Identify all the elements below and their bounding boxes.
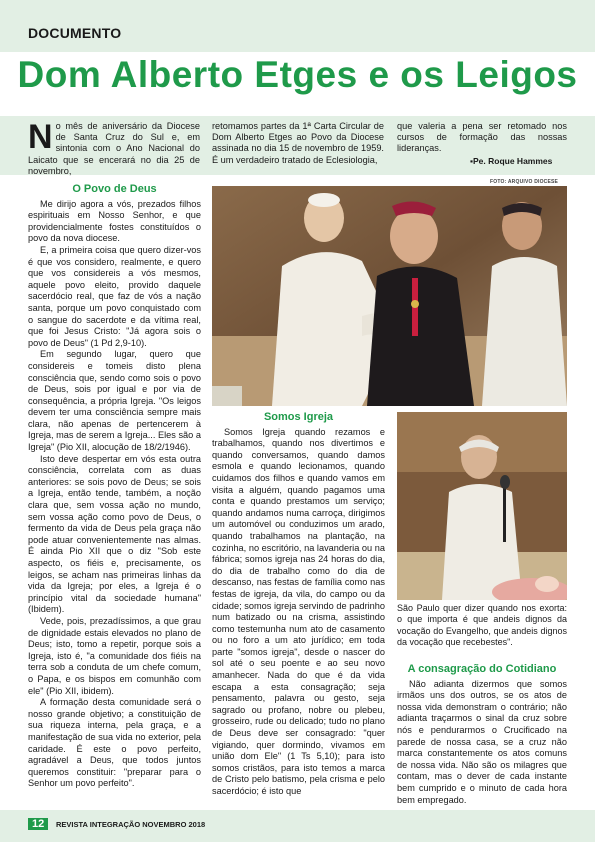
paragraph: Isto deve despertar em vós esta outra consciência, correlata com as duas anteriores: se sois povo de Deus; se sois a Igreja, então tende, também, a noção clara que, sem vossa ação no mundo, sem vossa ação como povo de Deus, o fermento da vida de Deus pela graça não pode atuar convenientemente nas almas. É ainda Pio XII que o diz "Sob este aspecto, os fiéis e, precisamente, os leigos, se acham nas primeiras linhas da vida da Igreja; por eles, a Igreja é o princípio vital da sociedade humana" (Ibidem). — [28, 453, 201, 615]
paragraph: Me dirijo agora a vós, prezados filhos espirituais em Nosso Senhor, e que providencialmente fostes constituídos o povo da nova diocese. — [28, 198, 201, 244]
secondary-photo — [397, 412, 567, 600]
page-number: 12 — [28, 818, 48, 830]
author-signature: ▪Pe. Roque Hammes — [470, 156, 553, 166]
paragraph: Em segundo lugar, quero que considereis e tomeis disto plena consciência que, sendo como sois o povo de Deus, sois por igual e por via de consequência, a própria Igreja. "Os leigos devem ter uma consciência sempre mais clara, não apenas de pertencerem à Igreja, mas de serem a Igreja... Eles são a Igreja" (Pio XII, alocução de 18/2/1946). — [28, 349, 201, 453]
lead-column-3: que valeria a pena ser retomado nos cursos de formação das nossas lideranças. — [397, 121, 567, 154]
subheading-somos-igreja: Somos Igreja — [263, 411, 334, 423]
paragraph: Somos Igreja quando rezamos e trabalhamos, quando nos divertimos e quando conversamos, quando damos esmola e quando lecionamos, quando cuidamos dos filhos e quando vamos em visita a alguém, quando pagamos uma conta e quando prestamos um serviço; quando andamos numa carroça, dirigimos um automóvel ou conduzimos um arado, quando trabalhamos na plantação, na cozinha, no escritório, na lavanderia ou na fábrica; somos igreja nas 24 horas do dia, do dia de trabalho como do dia de descanso, nas festas de família como nas festas de igreja, da vila, do campo ou da cidade; somos igreja servindo de padrinho num batizado ou na crisma, assistindo como testemunha num ato de casamento ou no foro a um ato jurídico; em toda parte "somos igreja", desde o nascer do sol até o seu poente e ao seu novo amanhecer. Nada do que é da vida escapa a esta consagração; seja pensamento, palavra ou gesto, seja sagrado ou profano, nobre ou plebeu, grosseiro, rude ou delicado; tudo no plano de Deus deve ser consagrado: "quer vigiando, quer dormindo, vivamos em união dom Ele" (1 Ts 5,10); para isto somos cristãos, para isto temos a marca de Cristo pelo batismo, pela crisma e pelo sacerdócio; é isto que — [212, 426, 385, 796]
lead-column-2: retomamos partes da 1ª Carta Circular de Dom Alberto Etges ao Povo da Diocese assinada no dia 15 de novembro de 1959. É um verdadeiro tratado de Eclesiologia, — [212, 121, 384, 165]
main-photo — [212, 186, 567, 406]
paragraph: Vede, pois, prezadíssimos, a que grau de dignidade estais elevados no plano de Deus; isto, tomo a repetir, porque sois a Igreja, isto é, "a comunidade dos fiéis na terra sob a conduta de um chefe comum, o Papa, e os bispos em comunhão com ele" (Pio XII, ibidem). — [28, 615, 201, 696]
right-column — [397, 664, 567, 806]
publication-line: REVISTA INTEGRAÇÃO NOVEMBRO 2018 — [56, 820, 206, 829]
lead-column-1 — [28, 118, 200, 177]
section-label: DOCUMENTO — [28, 25, 122, 41]
paragraph: A formação desta comunidade será o nosso grande objetivo; a constituição de sua riqueza interna, pela graça, e a manifestação de sua vida no exterior, pela caridade. É este o povo perfeito, agradável a Deus, que todos juntos queremos constituir: "preparar para o Senhor um povo perfeito". — [28, 697, 201, 789]
page-title: Dom Alberto Etges e os Leigos — [17, 54, 578, 95]
middle-column — [212, 412, 385, 798]
dropcap: N — [28, 118, 53, 156]
subheading-povo-de-deus: O Povo de Deus — [72, 183, 157, 195]
photo-credit: FOTO: ARQUIVO DIOCESE — [490, 179, 559, 185]
photo-bishop-and-pope — [212, 186, 567, 406]
photo-caption: São Paulo quer dizer quando nos exorta: o que importa é que andeis dignos da vocação do Evangelho, que andeis dignos da vocação que recebestes". — [397, 603, 567, 648]
paragraph: E, a primeira coisa que quero dizer-vos é que vos considero, realmente, e quero que vos considereis a vós mesmos, aquele povo eleito, provido daquele sacerdócio real, que faz de vós a nação santa, porque um povo conquistado com o sangue do sacerdote e da vítima real, que foi Jesus Cristo: "Já agora sois o povo de Deus" (1 Pd 2,9-10). — [28, 244, 201, 348]
subheading-consagracao-cotidiano: A consagração do Cotidiano — [407, 663, 557, 675]
photo-bishop-speaking — [397, 412, 567, 600]
paragraph: Não adianta dizermos que somos irmãos uns dos outros, se os atos de nossa vida demonstram o contrário; não adianta traçarmos o sinal da cruz sobre nós e pendurarmos o Crucificado na parede de nossa casa, se a cruz não marca constantemente os atos comuns de nossa vida. Não são os milagres que contam, mas o dever de cada instante bem cumprido e o minuto de cada hora bem empregado. — [397, 678, 567, 805]
lead-text-1: o mês de aniversário da Diocese de Santa Cruz do Sul e, em sintonia com o Ano Nacional do Laicato que se encerará no dia 25 de novembro, — [28, 121, 200, 176]
left-column — [28, 184, 201, 790]
